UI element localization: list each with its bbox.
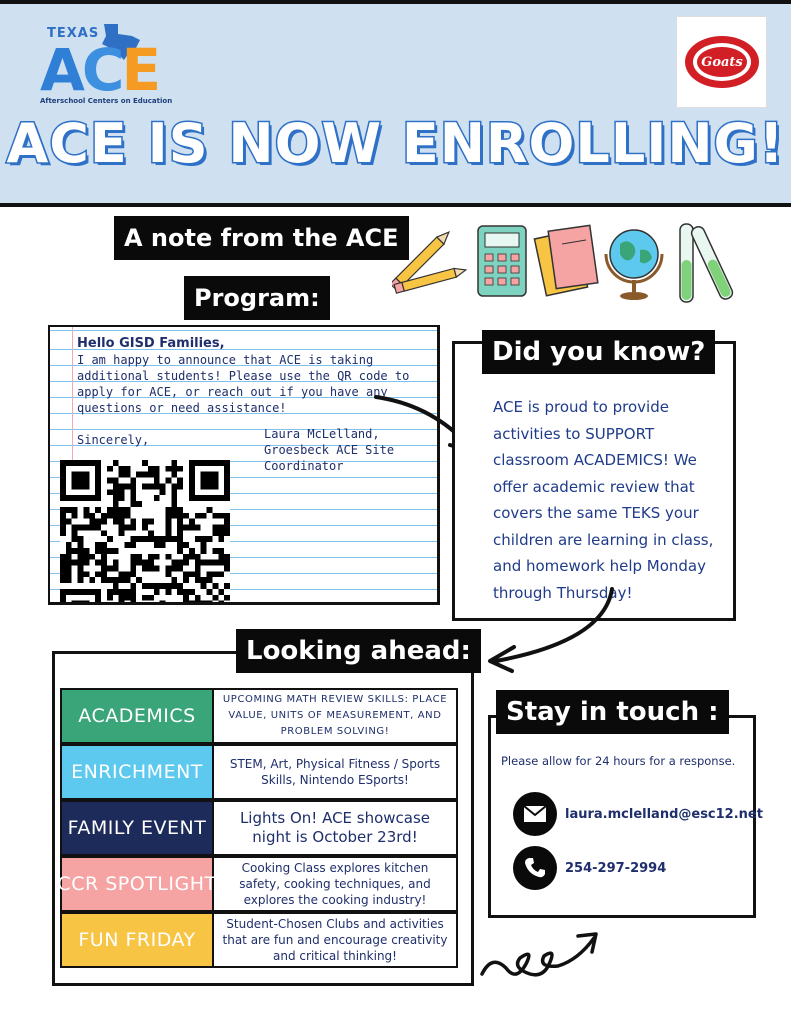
texas-ace-logo — [40, 26, 180, 110]
qr-code[interactable] — [60, 460, 230, 605]
swirl-arrow-icon — [478, 924, 602, 990]
schedule-row-family-event — [60, 800, 458, 856]
description-academics: UPCOMING MATH REVIEW SKILLS: PLACE VALUE, UNITS OF MEASUREMENT, AND PROBLEM SOLVING! — [214, 688, 458, 744]
note-closing: Sincerely, — [77, 433, 150, 447]
email-contact[interactable] — [513, 792, 763, 836]
schedule-row-fun-friday — [60, 912, 458, 968]
looking-ahead-label: Looking ahead: — [236, 629, 481, 673]
did-you-know-label: Did you know? — [482, 330, 715, 374]
goats-logo — [676, 16, 767, 108]
category-academics: ACADEMICS — [60, 688, 214, 744]
category-enrichment: ENRICHMENT — [60, 744, 214, 800]
svg-text:Goats: Goats — [700, 55, 743, 70]
phone-icon — [513, 846, 557, 890]
stay-in-touch-box — [488, 715, 763, 918]
category-ccr-spotlight: CCR SPOTLIGHT — [60, 856, 214, 912]
globe-icon — [606, 230, 662, 300]
description-family-event: Lights On! ACE showcase night is October 23rd! — [214, 800, 458, 856]
note-greeting: Hello GISD Families, — [77, 336, 225, 351]
schedule-row-academics — [60, 688, 458, 744]
note-card — [48, 325, 440, 605]
response-time-note: Please allow for 24 hours for a response. — [501, 754, 736, 768]
logo-subtitle: Afterschool Centers on Education — [40, 97, 173, 105]
note-signature: Laura McLelland, Groesbeck ACE Site Coordinator — [264, 427, 395, 473]
schedule-row-ccr-spotlight — [57, 856, 458, 912]
stay-in-touch-label: Stay in touch : — [496, 690, 729, 734]
note-body: I am happy to announce that ACE is taking additional students! Please use the QR code to apply for ACE, or reach out if you have any questions or need assistance! — [77, 353, 410, 415]
description-fun-friday: Student-Chosen Clubs and activities that are fun and encourage creativity and critical thinking! — [214, 912, 458, 968]
email-address[interactable]: laura.mclelland@esc12.net — [565, 806, 763, 822]
description-ccr-spotlight: Cooking Class explores kitchen safety, cooking techniques, and explores the cooking industry! — [214, 856, 458, 912]
did-you-know-box — [452, 341, 736, 621]
note-label-line1: A note from the ACE — [114, 216, 409, 260]
category-family-event: FAMILY EVENT — [60, 800, 214, 856]
did-you-know-text: ACE is proud to provide activities to SUPPORT classroom ACADEMICS! We offer academic review that covers the same TEKS your children are learning in class, and homework help Monday through Thursday! — [493, 398, 714, 602]
note-label-line2: Program: — [184, 276, 330, 320]
calculator-icon — [478, 226, 526, 296]
logo-ace-text: ACE — [40, 36, 159, 104]
schedule-row-enrichment — [60, 744, 458, 800]
phone-contact[interactable] — [513, 846, 666, 890]
school-supplies-illustration — [392, 214, 744, 314]
mail-icon — [513, 792, 557, 836]
category-fun-friday: FUN FRIDAY — [60, 912, 214, 968]
phone-number[interactable]: 254-297-2994 — [565, 860, 667, 876]
description-enrichment: STEM, Art, Physical Fitness / Sports Skills, Nintendo ESports! — [214, 744, 458, 800]
curved-arrow-icon — [476, 585, 626, 675]
header-banner — [0, 0, 791, 207]
notebooks-icon — [534, 225, 597, 295]
page-title: ACE IS NOW ENROLLING! — [6, 112, 785, 175]
pencil-icon — [392, 229, 467, 294]
test-tubes-icon — [680, 224, 734, 302]
logo-texas-text: TEXAS — [47, 26, 100, 41]
